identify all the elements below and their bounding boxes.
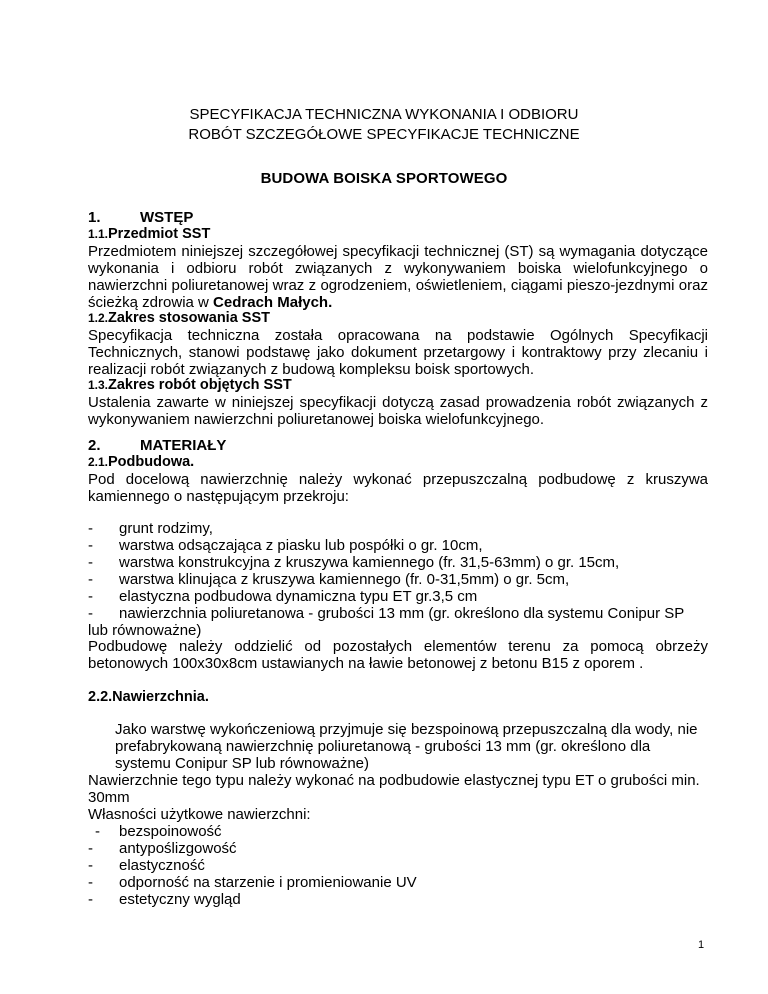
list-dash: - bbox=[88, 857, 93, 874]
list-item bbox=[88, 554, 708, 571]
subsection-2-2-body bbox=[88, 772, 708, 908]
list-item-text: elastyczna podbudowa dynamiczna typu ET gr.3,5 cm bbox=[119, 588, 478, 605]
list-dash: - bbox=[88, 891, 93, 908]
list-dash: - bbox=[88, 520, 93, 537]
section-label: WSTĘP bbox=[140, 209, 194, 226]
section-1-heading bbox=[88, 209, 708, 226]
section-2 bbox=[88, 437, 708, 505]
subsection-1-2-text: Specyfikacja techniczna została opracowana na podstawie Ogólnych Specyfikacji Technicznych, stanowi podstawę jako dokument przetargowy i kontraktowy przy zlecaniu i realizacji robót związanych z budową kompleksu boisk sportowych. bbox=[88, 327, 708, 378]
list-item bbox=[88, 874, 708, 891]
list-item-text: warstwa konstrukcyjna z kruszywa kamiennego (fr. 31,5-63mm) o gr. 15cm, bbox=[119, 554, 620, 571]
list-dash: - bbox=[88, 588, 93, 605]
subsection-number: 1.2. bbox=[88, 311, 109, 325]
list-item-text: warstwa odsączająca z piasku lub pospółki o gr. 10cm, bbox=[119, 537, 483, 554]
subsection-2-1-intro: Pod docelową nawierzchnię należy wykonać przepuszczalną podbudowę z kruszywa kamiennego o następującym przekroju: bbox=[88, 471, 708, 505]
section-label: MATERIAŁY bbox=[140, 437, 227, 454]
list-item bbox=[88, 891, 708, 908]
list-item-text: estetyczny wygląd bbox=[119, 891, 241, 908]
section-1 bbox=[88, 209, 708, 311]
subsection-1-2 bbox=[88, 310, 708, 378]
paragraph-text: Podbudowę należy oddzielić od pozostałych elementów terenu za pomocą obrzeży betonowych 100x30x8cm ustawianych na ławie betonowej z betonu B15 z oporem . bbox=[88, 638, 708, 672]
list-dash: - bbox=[95, 823, 100, 840]
list-dash: - bbox=[88, 840, 93, 857]
list-item-text: grunt rodzimy, bbox=[119, 520, 213, 537]
list-dash: - bbox=[88, 605, 93, 622]
section-number: 2. bbox=[88, 437, 101, 454]
list-item bbox=[88, 571, 708, 588]
list-item-text: elastyczność bbox=[119, 857, 205, 874]
subsection-label: Zakres stosowania SST bbox=[108, 310, 270, 326]
subsection-2-2-heading: 2.2.Nawierzchnia. bbox=[88, 689, 209, 705]
section-number: 1. bbox=[88, 209, 101, 226]
list-item bbox=[88, 840, 708, 857]
layer-list bbox=[88, 520, 708, 639]
subsection-number: 1.3. bbox=[88, 378, 109, 392]
subsection-1-1-text bbox=[88, 243, 708, 311]
subsection-1-3 bbox=[88, 377, 708, 428]
list-item bbox=[88, 857, 708, 874]
layer-list-items bbox=[88, 520, 708, 639]
properties-heading: Własności użytkowe nawierzchni: bbox=[88, 806, 311, 823]
properties-list bbox=[88, 823, 708, 908]
header-line-1: SPECYFIKACJA TECHNICZNA WYKONANIA I ODBIORU bbox=[189, 106, 579, 123]
subsection-1-2-heading bbox=[88, 310, 708, 327]
paragraph-text: Nawierzchnie tego typu należy wykonać na podbudowie elastycznej typu ET o grubości min. 30mm bbox=[88, 772, 700, 806]
section-2-heading bbox=[88, 437, 708, 454]
subsection-1-1-heading bbox=[88, 226, 708, 243]
header-line-2: ROBÓT SZCZEGÓŁOWE SPECYFIKACJE TECHNICZNE bbox=[188, 126, 580, 143]
indented-paragraph: Jako warstwę wykończeniową przyjmuje się bezspoinową przepuszczalną dla wody, nie prefabrykowaną nawierzchnię poliuretanową - grubości 13 mm (gr. określono dla systemu Conipur SP lub równoważne) bbox=[115, 721, 698, 772]
list-dash: - bbox=[88, 537, 93, 554]
document-title: BUDOWA BOISKA SPORTOWEGO bbox=[260, 170, 508, 187]
list-item-text: antypoślizgowość bbox=[119, 840, 237, 857]
page-number: 1 bbox=[698, 939, 705, 951]
list-item bbox=[88, 605, 708, 639]
list-item bbox=[88, 520, 708, 537]
subsection-number: 1.1. bbox=[88, 227, 109, 241]
subsection-1-3-text: Ustalenia zawarte w niniejszej specyfikacji dotyczą zasad prowadzenia robót związanych z wykonywaniem nawierzchni poliuretanowej boiska wielofunkcyjnego. bbox=[88, 394, 708, 428]
paragraph-text: Przedmiotem niniejszej szczegółowej specyfikacji technicznej (ST) są wymagania dotyczące wykonania i odbioru robót związanych z wykonywaniem boiska wielofunkcyjnego o nawierzchni poliuretanowej wraz z ogrodzeniem, oświetleniem, ciągami pieszo-jezdnymi oraz ścieżką zdrowia w bbox=[88, 243, 708, 311]
list-item bbox=[88, 823, 708, 840]
list-item bbox=[88, 588, 708, 605]
subsection-2-2-indented bbox=[88, 721, 708, 772]
list-item bbox=[88, 537, 708, 554]
subsection-1-3-heading bbox=[88, 377, 708, 394]
subsection-2-1-heading bbox=[88, 454, 708, 471]
list-dash: - bbox=[88, 571, 93, 588]
list-item-text: nawierzchnia poliuretanowa - grubości 13 mm (gr. określono dla systemu Conipur SP lub równoważne) bbox=[88, 605, 684, 639]
list-item-text: bezspoinowość bbox=[119, 823, 222, 840]
subsection-label: Przedmiot SST bbox=[108, 226, 211, 242]
list-dash: - bbox=[88, 874, 93, 891]
subsection-2-1-outro bbox=[88, 638, 708, 672]
subsection-label: Zakres robót objętych SST bbox=[108, 377, 292, 393]
list-item-text: odporność na starzenie i promieniowanie UV bbox=[119, 874, 417, 891]
list-dash: - bbox=[88, 554, 93, 571]
subsection-2-2 bbox=[88, 689, 708, 706]
location-name: Cedrach Małych. bbox=[213, 294, 333, 311]
list-item-text: warstwa klinująca z kruszywa kamiennego (fr. 0-31,5mm) o gr. 5cm, bbox=[119, 571, 570, 588]
subsection-label: Podbudowa. bbox=[108, 454, 195, 470]
subsection-number: 2.1. bbox=[88, 455, 109, 469]
